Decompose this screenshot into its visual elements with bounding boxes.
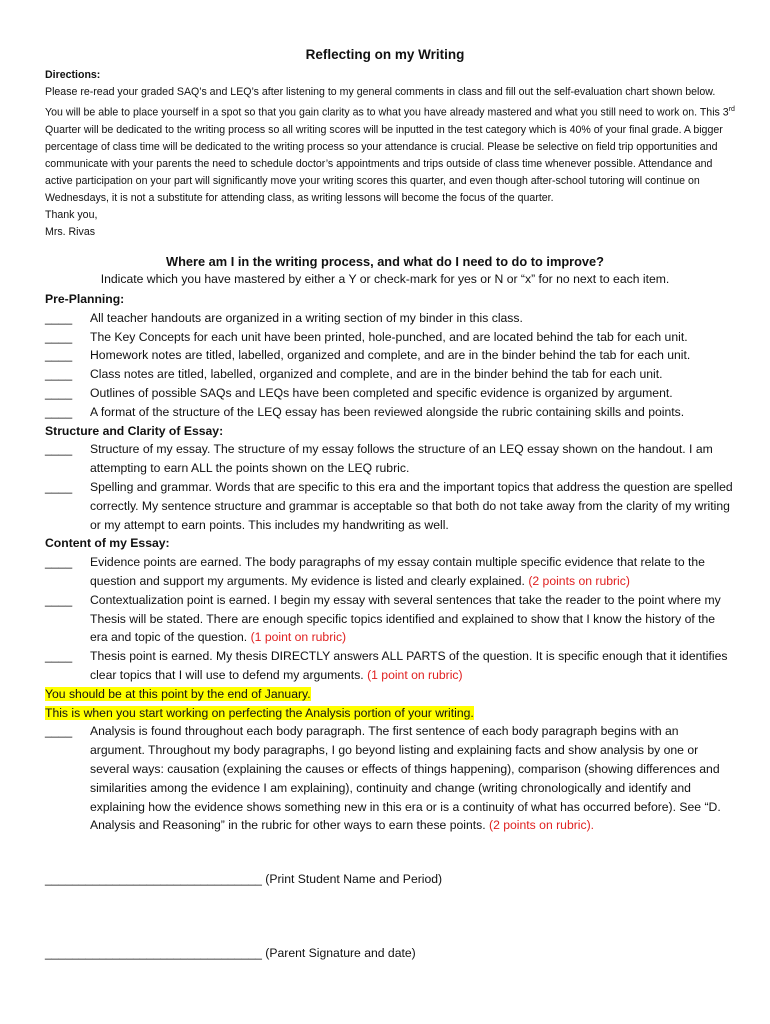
item-text: Homework notes are titled, labelled, organized and complete, and are in the binder behind the tab for each unit. <box>90 348 691 363</box>
directions-thanks: Thank you, <box>45 208 98 221</box>
highlight-note-january: You should be at this point by the end of January. <box>45 686 311 701</box>
section-heading: Where am I in the writing process, and what do I need to do to improve? <box>166 254 604 269</box>
parent-signature-line[interactable] <box>45 946 416 960</box>
item-body: Analysis is found throughout each body paragraph. The first sentence of each body paragraph begins with an argument. Throughout my body paragraphs, I go beyond listing and explaining facts and show analysis by one or several ways: causation (explaining the causes or effects of things happening), comparison (showing differences and similarities among the evidence I am explaining), continuity and change (writing chronologically and identify and explaining how the evidence shows something new in this era or is a continuity of what has occurred before). See “D. Analysis and Reasoning” in the rubric for other ways to earn these points. <box>90 724 721 833</box>
highlight-line-2 <box>45 704 735 723</box>
answer-blank[interactable]: ____ <box>45 348 73 363</box>
checklist-item <box>45 365 735 384</box>
item-body: Contextualization point is earned. I begin my essay with several sentences that take the reader to the point where my Thesis will be stated. There are enough specific topics identified and explained to show that I know the history of the era and topic of the question. <box>90 592 721 645</box>
instruction-text: Indicate which you have mastered by either a Y or check-mark for yes or N or “x” for no next to each item. <box>100 272 670 286</box>
checklist-item <box>45 553 735 591</box>
checklist-item <box>45 591 735 647</box>
directions-text-1: Please re-read your graded SAQ’s and LEQ’s after listening to my general comments in class and fill out the self-evaluation chart shown below. You will be able to place yourself in a spot so that you gain clarity as to what you have already mastered and what you still need to work on. This 3 <box>45 86 729 119</box>
directions-text-2: Quarter will be dedicated to the writing process so all writing scores will be inputted in the test category which is 40% of your final grade. A bigger percentage of class time will be dedicated to the writing process so your attendance is crucial. Please be selective on field trip opportunities and communicate with your parents the need to schedule doctor’s appointments and trips outside of class time whenever possible. Attendance and active participation on your part will significantly move your writing scores this quarter, and even though after-school tutoring will continue on Wednesdays, it is not a substitute for attending class, as writing lessons will become the focus of the quarter. <box>45 123 723 204</box>
item-text: Class notes are titled, labelled, organized and complete, and are in the binder behind the tab for each unit. <box>90 367 663 382</box>
item-text <box>90 647 735 685</box>
answer-blank[interactable]: ____ <box>45 329 73 344</box>
checklist-item <box>45 722 735 835</box>
directions-block <box>45 67 735 241</box>
checklist <box>45 290 735 835</box>
checklist-item <box>45 478 735 534</box>
checklist-item <box>45 440 735 478</box>
item-text: A format of the structure of the LEQ essay has been reviewed alongside the rubric containing skills and points. <box>90 404 685 419</box>
answer-blank[interactable]: ____ <box>45 649 73 664</box>
directions-body <box>45 84 735 207</box>
checklist-item <box>45 403 735 422</box>
item-text: All teacher handouts are organized in a writing section of my binder in this class. <box>90 310 523 325</box>
item-text <box>90 553 735 591</box>
checklist-item <box>45 647 735 685</box>
points-note: (2 points on rubric) <box>528 573 630 588</box>
item-text <box>90 591 735 647</box>
item-text: The Key Concepts for each unit have been printed, hole-punched, and are located behind the tab for each unit. <box>90 329 688 344</box>
document-title: Reflecting on my Writing <box>305 47 465 62</box>
item-text <box>90 722 735 835</box>
directions-signer: Mrs. Rivas <box>45 225 96 238</box>
parent-signature-label: (Parent Signature and date) <box>261 946 416 960</box>
checklist-item <box>45 309 735 328</box>
item-text: Outlines of possible SAQs and LEQs have been completed and specific evidence is organized by argument. <box>90 385 673 400</box>
signature-blank[interactable]: ________________________________ <box>45 872 262 886</box>
directions-superscript: rd <box>728 106 735 113</box>
answer-blank[interactable]: ____ <box>45 385 73 400</box>
item-body: Evidence points are earned. The body paragraphs of my essay contain multiple specific evidence that relate to the question and support my arguments. My evidence is listed and clearly explained. <box>90 555 705 588</box>
structure-title: Structure and Clarity of Essay: <box>45 423 224 438</box>
item-text: Structure of my essay. The structure of my essay follows the structure of an LEQ essay shown on the handout. I am attempting to earn ALL the points shown on the LEQ rubric. <box>90 442 713 476</box>
highlight-note-analysis: This is when you start working on perfecting the Analysis portion of your writing. <box>45 705 474 720</box>
answer-blank[interactable]: ____ <box>45 592 73 607</box>
answer-blank[interactable]: ____ <box>45 404 73 419</box>
signature-blank[interactable]: ________________________________ <box>45 946 262 960</box>
student-name-line[interactable] <box>45 872 442 886</box>
answer-blank[interactable]: ____ <box>45 555 73 570</box>
answer-blank[interactable]: ____ <box>45 442 73 457</box>
points-note: (1 point on rubric) <box>367 667 463 682</box>
checklist-item <box>45 384 735 403</box>
content-title: Content of my Essay: <box>45 536 170 551</box>
answer-blank[interactable]: ____ <box>45 724 73 739</box>
directions-label: Directions: <box>45 69 101 81</box>
answer-blank[interactable]: ____ <box>45 367 73 382</box>
item-body: Thesis point is earned. My thesis DIRECTLY answers ALL PARTS of the question. It is specific enough that it identifies clear topics that I will use to defend my arguments. <box>90 649 728 682</box>
answer-blank[interactable]: ____ <box>45 310 73 325</box>
points-note: (2 points on rubric). <box>489 818 595 833</box>
student-name-label: (Print Student Name and Period) <box>261 872 443 886</box>
preplanning-title: Pre-Planning: <box>45 292 125 306</box>
highlight-line-1 <box>45 685 735 704</box>
points-note: (1 point on rubric) <box>250 630 347 645</box>
item-text: Spelling and grammar. Words that are specific to this era and the important topics that address the question are spelled correctly. My sentence structure and grammar is acceptable so that both do not take away from the clarity of my writing or my attempt to earn points. This includes my handwriting as well. <box>90 479 733 532</box>
checklist-item <box>45 346 735 365</box>
checklist-item <box>45 328 735 347</box>
answer-blank[interactable]: ____ <box>45 479 73 494</box>
